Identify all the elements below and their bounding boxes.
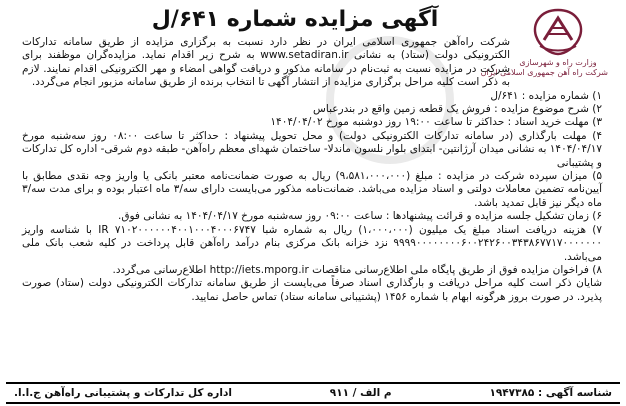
footer-bar — [6, 382, 620, 404]
ad-id: شناسه آگهی : ۱۹۴۷۳۸۵ — [489, 387, 612, 399]
item-5: ۵) میزان سپرده شرکت در مزایده : مبلغ (۹،۵۸۱،۰۰۰،۰۰۰) ریال به صورت ضمانت‌نامه معتبر بانکی یا واریز وجه نقدی مطابق با آیین‌نامه تضمین معاملات دولتی و اسناد مزایده می‌باشد. ضمانت‌نامه مذکور می‌بایست دارای سه/۳ ماه اعتبار بوده و برای مدت سه/۳ ماه دیگر نیز قابل تمدید باشد. — [22, 170, 602, 209]
ad-body — [22, 36, 602, 304]
item-3: ۳) مهلت خرید اسناد : حداکثر تا ساعت ۱۹:۰۰ روز دوشنبه مورخ ۱۴۰۴/۰۴/۰۲ — [270, 116, 602, 129]
item-7: ۷) هزینه دریافت اسناد مبلغ یک میلیون (۱،۰۰۰،۰۰۰) ریال به شماره شبا IR ۷۱۰۲۰۰۰۰۰۰۴۰۰۱۰۰۰۴۰۰۰۶۷۴۷ با شناسه واریز ۹۹۹۹۰۰۰۰۰۰۰۰۶۰۰۲۴۲۶۰۰۳۴۳۸۶۷۷۱۷۰۰۰۰۰۰۰ نزد خزانه بانک مرکزی بنام درآمد راه‌آهن قابل پرداخت در کلیه شعب بانک ملی می‌باشد. — [22, 223, 602, 263]
logo-line-2: شرکت راه آهن جمهوری اسلامی ایران — [480, 68, 608, 77]
item-6: ۶) زمان تشکیل جلسه مزایده و قرائت پیشنهادها : ساعت ۰۹:۰۰ روز سه‌شنبه مورخ ۱۴۰۴/۰۴/۱۷ به نشانی فوق. — [117, 210, 602, 223]
ad-code: م الف / ۹۱۱ — [329, 387, 392, 399]
item-4: ۴) مهلت بارگذاری (در سامانه تدارکات الکترونیکی دولت) و محل تحویل پیشنهاد : حداکثر تا ساعت ۰۸:۰۰ روز سه‌شنبه مورخ ۱۴۰۴/۰۴/۱۷ به نشانی میدان آرژانتین- ابتدای بلوار نلسون ماندلا- ساختمان شهدای معظم راه‌آهن- طبقه دوم شرقی- اداره کل تدارکات و پشتیبانی — [22, 129, 602, 169]
item-2: ۲) شرح موضوع مزایده : فروش یک قطعه زمین واقع در بندرعباس — [313, 103, 602, 116]
item-1: ۱) شماره مزایده : ۶۴۱/ل — [490, 89, 602, 102]
intro-paragraph: شرکت راه‌آهن جمهوری اسلامی ایران در نظر دارد نسبت به برگزاری مزایده از طریق سامانه تدارکات الکترونیکی دولت (ستاد) به نشانی www.setadiran.ir به شرح زیر اقدام نماید. مزایده‌گران موظفند برای شرکت در مزایده نسبت به ثبت‌نام در سامانه مذکور و دریافت گواهی امضاء و مهر الکترونیکی اقدام نمایند. لازم به ذکر است کلیه مراحل برگزاری مزایده از انتشار آگهی تا انتخاب برنده از طریق سامانه مزبور انجام می‌گردد. — [22, 36, 511, 89]
item-8: ۸) فراخوان مزایده فوق از طریق پایگاه ملی اطلاع‌رسانی مناقصات http://iets.mporg.ir اطلاع‌رسانی می‌گردد. — [112, 263, 602, 276]
logo-line-1: وزارت راه و شهرسازی — [519, 58, 597, 67]
issuer: اداره کل تدارکات و پشتیبانی راه‌آهن ج.ا.ا. — [14, 387, 232, 399]
ad-title: آگهی مزایده شماره ۶۴۱/ل — [151, 7, 439, 32]
closing-paragraph: شایان ذکر است کلیه مراحل دریافت و بارگذاری اسناد صرفاً می‌بایست از طریق سامانه تدارکات الکترونیکی دولت (ستاد) صورت پذیرد. در صورت بروز هرگونه ابهام با شماره ۱۴۵۶ (پشتیبانی سامانه ستاد) تماس حاصل نمایید. — [22, 277, 602, 303]
